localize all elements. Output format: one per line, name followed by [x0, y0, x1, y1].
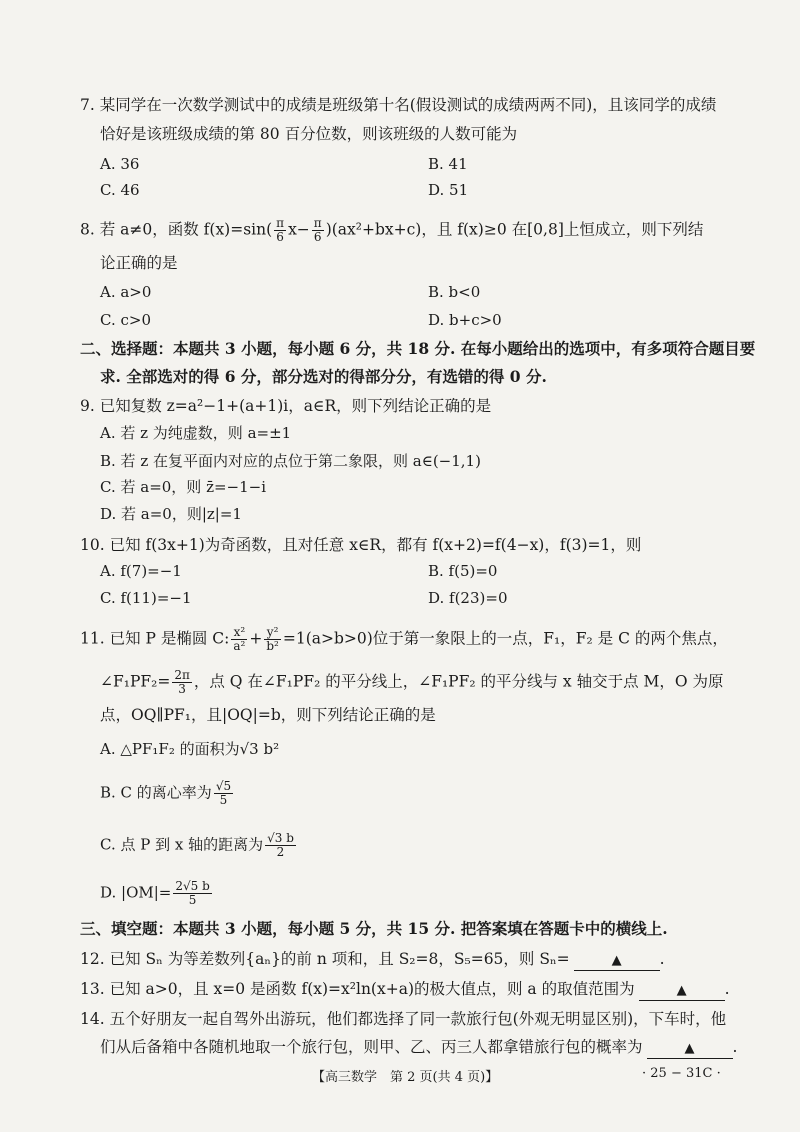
q11-stem-line1 [80, 626, 728, 653]
q11-option-b [100, 780, 235, 807]
q13-text: 13. 已知 a>0，且 x=0 是函数 f(x)=x²ln(x+a)的极大值点，则 a 的取值范围为 [80, 980, 635, 998]
q7-stem-line1: 7. 某同学在一次数学测试中的成绩是班级第十名(假设测试的成绩两两不同)，且该同学的成绩 [80, 96, 717, 114]
exam-code: · 25 − 31C · [642, 1066, 721, 1081]
q13-stem [80, 978, 730, 1001]
q11-stem-line3: 点，OQ∥PF₁，且|OQ|=b，则下列结论正确的是 [100, 706, 436, 724]
triangle-icon: ▲ [611, 953, 622, 968]
q14-end: . [732, 1038, 738, 1056]
q7-stem-line2: 恰好是该班级成绩的第 80 百分位数，则该班级的人数可能为 [100, 125, 518, 143]
q8-fraction-2: $\frac{\pi}{6}$ [313, 216, 322, 244]
q11-option-d-text: D. |OM|= [100, 883, 172, 902]
q11-option-b-fraction: $\frac{√5}{5}$ [215, 779, 232, 807]
q10-option-c: C. f(11)=−1 [100, 589, 192, 607]
q7-option-b: B. 41 [428, 155, 468, 173]
q11-stem-post: =1(a>b>0)位于第一象限上的一点，F₁，F₂ 是 C 的两个焦点， [282, 629, 728, 648]
q8-stem-post: )(ax²+bx+c)，且 f(x)≥0 在[0,8]上恒成立，则下列结 [325, 220, 704, 239]
q11-option-c-text: C. 点 P 到 x 轴的距离为 [100, 835, 264, 854]
section-2-heading-line1: 二、选择题：本题共 3 小题，每小题 6 分，共 18 分. 在每小题给出的选项中，有多项符合题目要 [80, 339, 756, 358]
q8-stem-line1 [80, 217, 703, 244]
q10-stem: 10. 已知 f(3x+1)为奇函数，且对任意 x∈R，都有 f(x+2)=f(4−x)，f(3)=1，则 [80, 536, 642, 554]
q12-stem [80, 948, 665, 971]
section-2-heading-line2: 求. 全部选对的得 6 分，部分选对的得部分分，有选错的得 0 分. [100, 367, 547, 386]
q9-option-c: C. 若 a=0，则 z̄=−1−i [100, 478, 267, 496]
q11-option-b-text: B. C 的离心率为 [100, 783, 212, 802]
q11-angle-fraction: $\frac{2\pi}{3}$ [174, 668, 190, 696]
q7-option-a: A. 36 [100, 155, 140, 173]
q11-fraction-x: $\frac{\text{x²}}{\text{a²}}$ [233, 625, 246, 653]
q12-answer-blank [574, 950, 660, 971]
q11-stem-pre: 11. 已知 P 是椭圆 C: [80, 629, 230, 648]
section-3-heading: 三、填空题：本题共 3 小题，每小题 5 分，共 15 分. 把答案填在答题卡中的横线上. [80, 919, 668, 938]
q8-stem-mid: x− [288, 220, 310, 239]
q10-option-b: B. f(5)=0 [428, 562, 498, 580]
q11-plus: + [249, 629, 263, 648]
q11-option-d-fraction: $\frac{2√5 b}{5}$ [175, 879, 210, 907]
q8-option-d: D. b+c>0 [428, 311, 502, 329]
q11-option-c [100, 832, 298, 859]
q14-stem-line1: 14. 五个好朋友一起自驾外出游玩，他们都选择了同一款旅行包(外观无明显区别)，下车时，他 [80, 1010, 727, 1028]
q8-stem-line2: 论正确的是 [100, 254, 178, 272]
q14-stem-line2 [100, 1036, 737, 1059]
q8-option-b: B. b<0 [428, 283, 481, 301]
q14-text: 们从后备箱中各随机地取一个旅行包，则甲、乙、丙三人都拿错旅行包的概率为 [100, 1038, 643, 1056]
q11-option-d [100, 880, 214, 907]
q10-option-a: A. f(7)=−1 [100, 562, 182, 580]
q7-option-d: D. 51 [428, 181, 469, 199]
q11-l2-pre: ∠F₁PF₂= [100, 672, 171, 691]
q11-option-c-fraction: $\frac{√3 b}{2}$ [267, 831, 294, 859]
q12-end: . [659, 950, 665, 968]
q10-option-d: D. f(23)=0 [428, 589, 508, 607]
q8-option-c: C. c>0 [100, 311, 151, 329]
q8-fraction-1: $\frac{\pi}{6}$ [276, 216, 285, 244]
q11-l2-post: ，点 Q 在∠F₁PF₂ 的平分线上，∠F₁PF₂ 的平分线与 x 轴交于点 M，O 为原 [193, 672, 724, 691]
q13-end: . [724, 980, 730, 998]
q11-fraction-y: $\frac{\text{y²}}{\text{b²}}$ [266, 625, 279, 653]
q8-stem-pre: 8. 若 a≠0，函数 f(x)=sin( [80, 220, 273, 239]
q9-option-b: B. 若 z 在复平面内对应的点位于第二象限，则 a∈(−1,1) [100, 452, 481, 470]
q9-option-a: A. 若 z 为纯虚数，则 a=±1 [100, 424, 292, 442]
q7-option-c: C. 46 [100, 181, 140, 199]
q8-option-a: A. a>0 [100, 283, 152, 301]
q9-stem: 9. 已知复数 z=a²−1+(a+1)i，a∈R，则下列结论正确的是 [80, 397, 492, 415]
q11-stem-line2 [100, 669, 724, 696]
q11-option-a: A. △PF₁F₂ 的面积为√3 b² [100, 740, 280, 758]
triangle-icon: ▲ [684, 1041, 695, 1056]
page-footer-info: 【高三数学 第 2 页(共 4 页)】 [312, 1070, 499, 1085]
triangle-icon: ▲ [676, 983, 687, 998]
q9-option-d: D. 若 a=0，则|z|=1 [100, 505, 242, 523]
q14-answer-blank [647, 1038, 733, 1059]
q12-text: 12. 已知 Sₙ 为等差数列{aₙ}的前 n 项和，且 S₂=8，S₅=65，则 Sₙ= [80, 950, 570, 968]
q13-answer-blank [639, 980, 725, 1001]
